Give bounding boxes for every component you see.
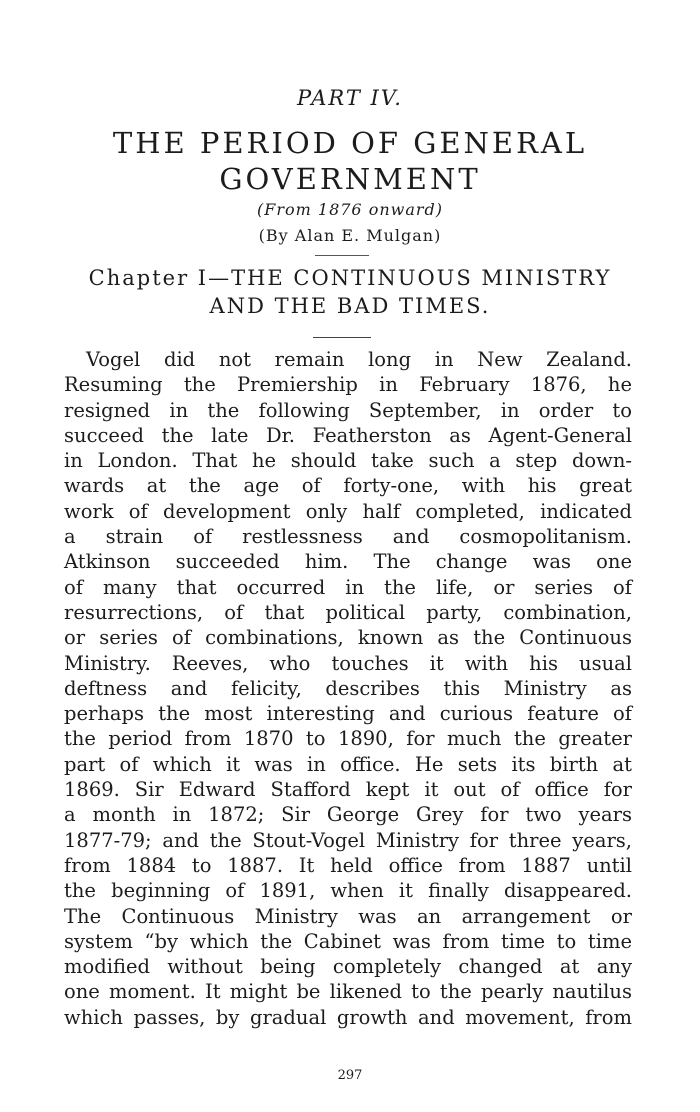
body-line: the period from 1870 to 1890, for much the greater [64,727,632,751]
body-line: Vogel did not remain long in New Zealand. [86,348,632,371]
body-line: of many that occurred in the life, or series of [64,575,632,599]
date-range: (From 1876 onward) [257,200,443,219]
body-line: 1877-79; and the Stout-Vogel Ministry for three years, [64,828,632,852]
body-line: modified without being completely changed at any [64,955,632,979]
body-line: the beginning of 1891, when it finally disappeared. [64,879,632,903]
body-line: in London. That he should take such a step down- [64,449,632,473]
chapter-title-line-2: AND THE BAD TIMES. [209,294,491,318]
page-number: 297 [337,1068,363,1083]
short-divider [315,255,369,256]
body-line: resurrections, of that political party, combination, [64,600,632,624]
body-line: part of which it was in office. He sets its birth at [64,752,632,776]
part-title-line-1: THE PERIOD OF GENERAL [112,126,588,160]
body-line: The Continuous Ministry was an arrangement or [64,904,632,928]
body-line: succeed the late Dr. Featherston as Agent-General [64,423,632,447]
body-line: from 1884 to 1887. It held office from 1887 until [64,853,632,877]
body-line: resigned in the following September, in order to [64,398,632,422]
body-line: wards at the age of forty-one, with his great [64,474,632,498]
body-line: work of development only half completed, indicated [64,499,632,523]
body-line: Atkinson succeeded him. The change was one [64,550,632,574]
body-text [64,347,632,1030]
body-line: a month in 1872; Sir George Grey for two years [64,803,632,827]
body-line: system “by which the Cabinet was from time to time [64,929,632,953]
part-title-line-2: GOVERNMENT [219,162,481,196]
body-line: perhaps the most interesting and curious feature of [64,702,632,726]
body-line: Ministry. Reeves, who touches it with his usual [64,651,632,675]
author-byline: (By Alan E. Mulgan) [258,226,442,245]
chapter-divider [313,337,371,338]
body-line: one moment. It might be likened to the pearly nautilus [64,980,632,1004]
part-heading: PART IV. [297,86,403,110]
body-line: 1869. Sir Edward Stafford kept it out of office for [64,778,632,802]
body-line: or series of combinations, known as the Continuous [64,626,632,650]
body-line: deftness and felicity, describes this Ministry as [64,676,632,700]
chapter-title-line-1: Chapter I—THE CONTINUOUS MINISTRY [88,266,612,290]
body-line: which passes, by gradual growth and movement, from [64,1005,632,1029]
body-line: a strain of restlessness and cosmopolitanism. [64,525,632,549]
body-line: Resuming the Premiership in February 1876, he [64,373,632,397]
